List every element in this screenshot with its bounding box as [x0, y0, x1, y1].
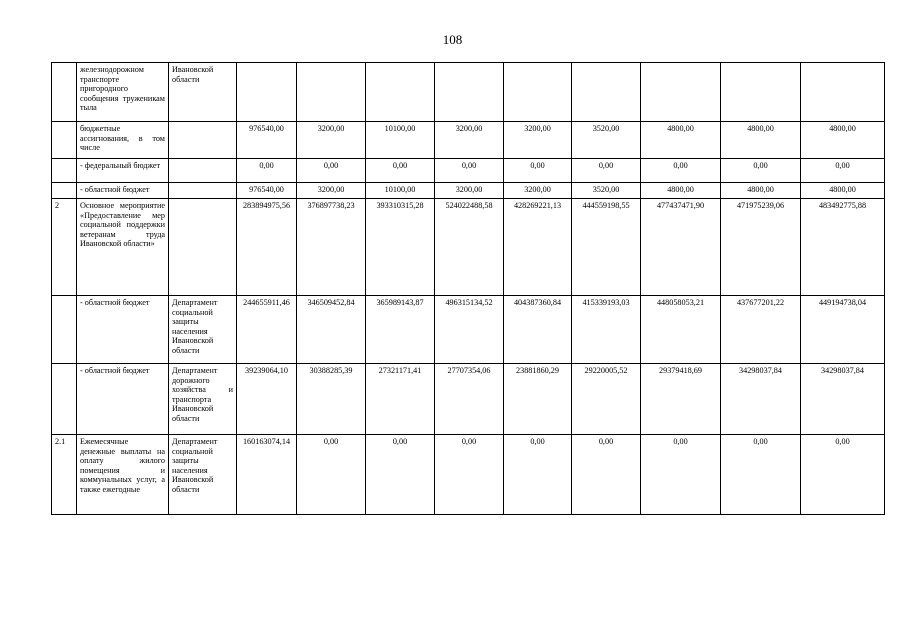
value-cell: 483492775,88	[801, 199, 885, 296]
table-row	[52, 199, 885, 296]
value-cell: 0,00	[297, 159, 366, 183]
value-cell: 3200,00	[297, 122, 366, 159]
value-cell: 30388285,39	[297, 364, 366, 435]
value-cell: 3520,00	[572, 183, 641, 199]
value-cell: 10100,00	[366, 183, 435, 199]
row-name-cell: - областной бюджет	[77, 364, 169, 435]
row-number-cell	[52, 296, 77, 364]
value-cell	[366, 63, 435, 122]
value-cell: 3200,00	[504, 183, 572, 199]
value-cell: 496315134,52	[435, 296, 504, 364]
value-cell: 0,00	[297, 435, 366, 515]
value-cell: 27321171,41	[366, 364, 435, 435]
value-cell: 0,00	[801, 435, 885, 515]
value-cell: 4800,00	[721, 122, 801, 159]
table-row	[52, 63, 885, 122]
budget-table	[51, 62, 885, 515]
value-cell: 471975239,06	[721, 199, 801, 296]
row-number-cell	[52, 183, 77, 199]
value-cell: 449194738,04	[801, 296, 885, 364]
value-cell: 0,00	[572, 435, 641, 515]
value-cell: 4800,00	[801, 122, 885, 159]
value-cell	[721, 63, 801, 122]
value-cell: 477437471,90	[641, 199, 721, 296]
value-cell: 0,00	[721, 435, 801, 515]
value-cell: 0,00	[721, 159, 801, 183]
value-cell: 3200,00	[504, 122, 572, 159]
row-executor-cell	[169, 183, 237, 199]
value-cell	[297, 63, 366, 122]
value-cell: 404387360,84	[504, 296, 572, 364]
value-cell: 160163074,14	[237, 435, 297, 515]
value-cell	[237, 63, 297, 122]
value-cell: 23881860,29	[504, 364, 572, 435]
value-cell: 10100,00	[366, 122, 435, 159]
value-cell: 0,00	[435, 435, 504, 515]
table-row	[52, 296, 885, 364]
row-executor-cell	[169, 159, 237, 183]
value-cell: 3520,00	[572, 122, 641, 159]
value-cell: 4800,00	[801, 183, 885, 199]
value-cell	[572, 63, 641, 122]
value-cell: 34298037,84	[721, 364, 801, 435]
table-body	[52, 63, 885, 515]
value-cell: 444559198,55	[572, 199, 641, 296]
value-cell	[801, 63, 885, 122]
row-name-cell: - областной бюджет	[77, 296, 169, 364]
row-executor-cell: Департамент социальной защиты населения Ивановской области	[169, 296, 237, 364]
row-number-cell: 2.1	[52, 435, 77, 515]
value-cell: 376897738,23	[297, 199, 366, 296]
value-cell: 39239064,10	[237, 364, 297, 435]
value-cell: 448058053,21	[641, 296, 721, 364]
row-executor-cell	[169, 199, 237, 296]
value-cell: 0,00	[504, 435, 572, 515]
row-name-cell: бюджетные ассигнования, в том числе	[77, 122, 169, 159]
value-cell: 0,00	[366, 159, 435, 183]
table-row	[52, 122, 885, 159]
value-cell: 0,00	[572, 159, 641, 183]
value-cell: 0,00	[641, 435, 721, 515]
row-number-cell: 2	[52, 199, 77, 296]
row-executor-cell: Департамент дорожного хозяйства и транспорта Ивановской области	[169, 364, 237, 435]
value-cell	[435, 63, 504, 122]
row-number-cell	[52, 63, 77, 122]
value-cell	[641, 63, 721, 122]
row-executor-cell	[169, 122, 237, 159]
row-name-cell: - федеральный бюджет	[77, 159, 169, 183]
value-cell: 4800,00	[721, 183, 801, 199]
value-cell: 244655911,46	[237, 296, 297, 364]
value-cell: 3200,00	[297, 183, 366, 199]
value-cell: 3200,00	[435, 122, 504, 159]
value-cell: 0,00	[435, 159, 504, 183]
table-row	[52, 364, 885, 435]
value-cell: 393310315,28	[366, 199, 435, 296]
row-number-cell	[52, 159, 77, 183]
value-cell: 29220005,52	[572, 364, 641, 435]
value-cell: 976540,00	[237, 183, 297, 199]
value-cell: 365989143,87	[366, 296, 435, 364]
value-cell: 3200,00	[435, 183, 504, 199]
value-cell: 976540,00	[237, 122, 297, 159]
row-executor-cell: Ивановской области	[169, 63, 237, 122]
value-cell	[504, 63, 572, 122]
row-name-cell: Ежемесячные денежные выплаты на оплату жилого помещения и коммунальных услуг, а также ежегодные	[77, 435, 169, 515]
value-cell: 0,00	[237, 159, 297, 183]
row-number-cell	[52, 122, 77, 159]
value-cell: 29379418,69	[641, 364, 721, 435]
row-number-cell	[52, 364, 77, 435]
value-cell: 415339193,03	[572, 296, 641, 364]
value-cell: 346509452,84	[297, 296, 366, 364]
value-cell: 27707354,06	[435, 364, 504, 435]
value-cell: 0,00	[801, 159, 885, 183]
value-cell: 4800,00	[641, 122, 721, 159]
row-name-cell: Основное мероприятие «Предоставление мер социальной поддержки ветеранам труда Ивановской области»	[77, 199, 169, 296]
table-row	[52, 159, 885, 183]
table-row	[52, 435, 885, 515]
value-cell: 34298037,84	[801, 364, 885, 435]
value-cell: 0,00	[641, 159, 721, 183]
table-row	[52, 183, 885, 199]
value-cell: 0,00	[504, 159, 572, 183]
value-cell: 283894975,56	[237, 199, 297, 296]
page-number: 108	[442, 32, 463, 47]
row-executor-cell: Департамент социальной защиты населения Ивановской области	[169, 435, 237, 515]
value-cell: 437677201,22	[721, 296, 801, 364]
value-cell: 0,00	[366, 435, 435, 515]
value-cell: 428269221,13	[504, 199, 572, 296]
value-cell: 524022488,58	[435, 199, 504, 296]
row-name-cell: железнодорожном транспорте пригородного сообщения труженикам тыла	[77, 63, 169, 122]
value-cell: 4800,00	[641, 183, 721, 199]
row-name-cell: - областной бюджет	[77, 183, 169, 199]
